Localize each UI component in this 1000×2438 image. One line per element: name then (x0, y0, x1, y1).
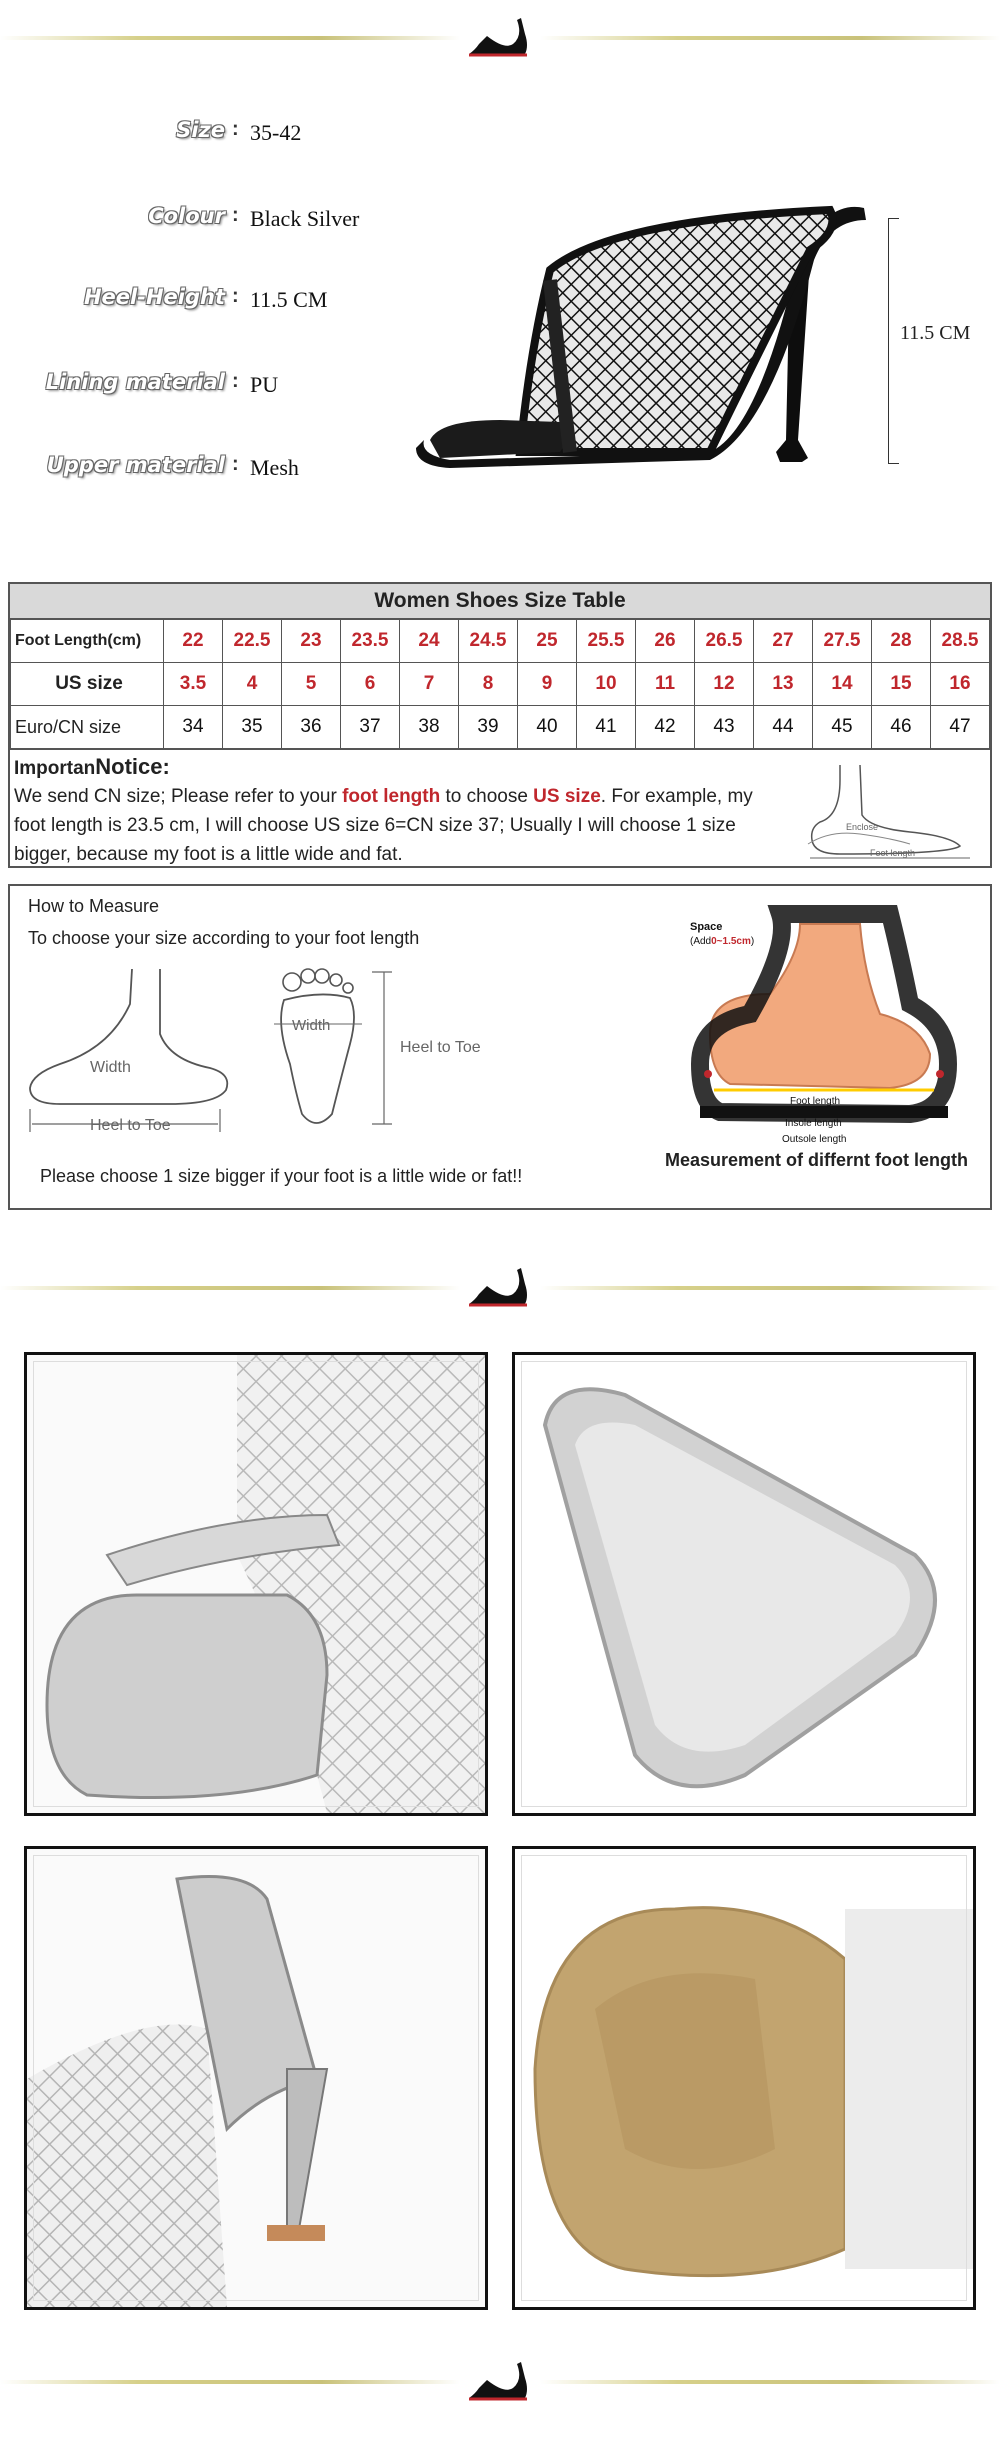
spec-label-lining: Lining material (45, 370, 225, 394)
table-cell: 7 (400, 663, 459, 706)
spec-value-upper: Mesh (250, 455, 299, 480)
svg-text:Foot length: Foot length (870, 848, 916, 858)
divider-bottom (0, 2356, 1000, 2406)
table-cell: 39 (459, 706, 518, 749)
table-cell: 8 (459, 663, 518, 706)
spec-colon: : (232, 118, 239, 140)
divider-middle (0, 1262, 1000, 1312)
table-cell: 26.5 (695, 620, 754, 663)
measure-subtitle: To choose your size according to your foot length (28, 928, 420, 948)
table-cell: 22 (164, 620, 223, 663)
divider-top (0, 12, 1000, 62)
spec-label-heel-height: Heel-Height (83, 285, 225, 309)
heel-logo-icon (465, 14, 535, 60)
svg-text:Width: Width (292, 1017, 331, 1034)
table-cell: 13 (754, 663, 813, 706)
foot-sole-icon (272, 964, 481, 1134)
table-cell: 27.5 (813, 620, 872, 663)
table-cell: 23 (282, 620, 341, 663)
spec-value-heel-height: 11.5 CM (250, 287, 328, 312)
table-cell: 25.5 (577, 620, 636, 663)
measure-caption: Measurement of differnt foot length (665, 1150, 968, 1170)
table-cell: 3.5 (164, 663, 223, 706)
notice-text: We send CN size; Please refer to your foot length to choose US size. For example, my foot length is 23.5 cm, I will choose US size 6=CN size 37; Usually I will choose 1 size bigger, because my foot is a little wide and fat. (14, 786, 753, 865)
table-cell: 42 (636, 706, 695, 749)
table-cell: 22.5 (223, 620, 282, 663)
table-cell: 12 (695, 663, 754, 706)
svg-text:Enclose: Enclose (846, 822, 879, 832)
spec-colon: : (232, 204, 239, 226)
table-row-foot-length (11, 620, 990, 663)
silver-insole-image (515, 1355, 973, 1813)
spec-label-size: Size (176, 118, 225, 142)
table-cell: 40 (518, 706, 577, 749)
tan-outsole-image (515, 1849, 973, 2307)
table-row-us-size (11, 663, 990, 706)
table-cell: 27 (754, 620, 813, 663)
table-cell: 35 (223, 706, 282, 749)
svg-text:Foot length: Foot length (790, 1096, 841, 1107)
spec-colon: : (232, 285, 239, 307)
row-header: US size (11, 663, 164, 706)
table-cell: 4 (223, 663, 282, 706)
photo-toe-closeup (24, 1352, 488, 1816)
table-cell: 24 (400, 620, 459, 663)
size-table-title: Women Shoes Size Table (10, 584, 990, 619)
photo-outsole-closeup (512, 1846, 976, 2310)
table-cell: 24.5 (459, 620, 518, 663)
svg-text:Heel to Toe: Heel to Toe (400, 1039, 481, 1056)
table-cell: 5 (282, 663, 341, 706)
spec-label-colour: Colour (148, 204, 225, 228)
row-header: Euro/CN size (11, 706, 164, 749)
row-header: Foot Length(cm) (11, 620, 164, 663)
table-cell: 41 (577, 706, 636, 749)
table-cell: 26 (636, 620, 695, 663)
svg-text:(Add0~1.5cm): (Add0~1.5cm) (690, 936, 755, 947)
table-cell: 34 (164, 706, 223, 749)
silver-mesh-toe-image (27, 1355, 485, 1813)
table-cell: 45 (813, 706, 872, 749)
spec-colon: : (232, 370, 239, 392)
table-cell: 23.5 (341, 620, 400, 663)
table-cell: 38 (400, 706, 459, 749)
svg-text:Outsole length: Outsole length (782, 1134, 847, 1145)
photo-insole-closeup (512, 1352, 976, 1816)
spec-colon: : (232, 453, 239, 475)
spec-value-size: 35-42 (250, 120, 302, 145)
table-cell: 14 (813, 663, 872, 706)
table-cell: 47 (931, 706, 990, 749)
table-cell: 46 (872, 706, 931, 749)
foot-outline-icon (800, 760, 980, 860)
silver-heel-image (27, 1849, 485, 2307)
table-cell: 15 (872, 663, 931, 706)
heel-dimension-label: 11.5 CM (900, 322, 971, 344)
table-cell: 10 (577, 663, 636, 706)
heel-dimension-bracket (888, 218, 899, 464)
heel-logo-icon (465, 2358, 535, 2404)
measure-title: How to Measure (28, 896, 160, 916)
notice-box (10, 749, 990, 866)
size-table (8, 582, 992, 868)
spec-label-upper: Upper material (46, 453, 225, 477)
product-shoe-black-image (410, 190, 880, 480)
svg-text:Width: Width (90, 1059, 131, 1076)
size-grid (10, 619, 990, 749)
table-cell: 9 (518, 663, 577, 706)
table-row-euro-size (11, 706, 990, 749)
table-cell: 37 (341, 706, 400, 749)
table-cell: 11 (636, 663, 695, 706)
notice-title: ImportanNotice: (14, 754, 170, 779)
table-cell: 28 (872, 620, 931, 663)
table-cell: 6 (341, 663, 400, 706)
measure-advice: Please choose 1 size bigger if your foot is a little wide or fat!! (40, 1166, 523, 1186)
table-cell: 44 (754, 706, 813, 749)
heel-logo-icon (465, 1264, 535, 1310)
how-to-measure-panel (8, 884, 992, 1210)
photo-heel-closeup (24, 1846, 488, 2310)
shoe-cross-section-icon (690, 914, 960, 1144)
svg-text:Insole length: Insole length (785, 1118, 842, 1129)
table-cell: 43 (695, 706, 754, 749)
spec-value-colour: Black Silver (250, 206, 360, 231)
table-cell: 16 (931, 663, 990, 706)
table-cell: 36 (282, 706, 341, 749)
svg-text:Space: Space (690, 921, 723, 933)
svg-text:Heel to Toe: Heel to Toe (90, 1117, 171, 1134)
foot-side-icon (20, 964, 250, 1134)
spec-value-lining: PU (250, 372, 279, 397)
table-cell: 28.5 (931, 620, 990, 663)
table-cell: 25 (518, 620, 577, 663)
